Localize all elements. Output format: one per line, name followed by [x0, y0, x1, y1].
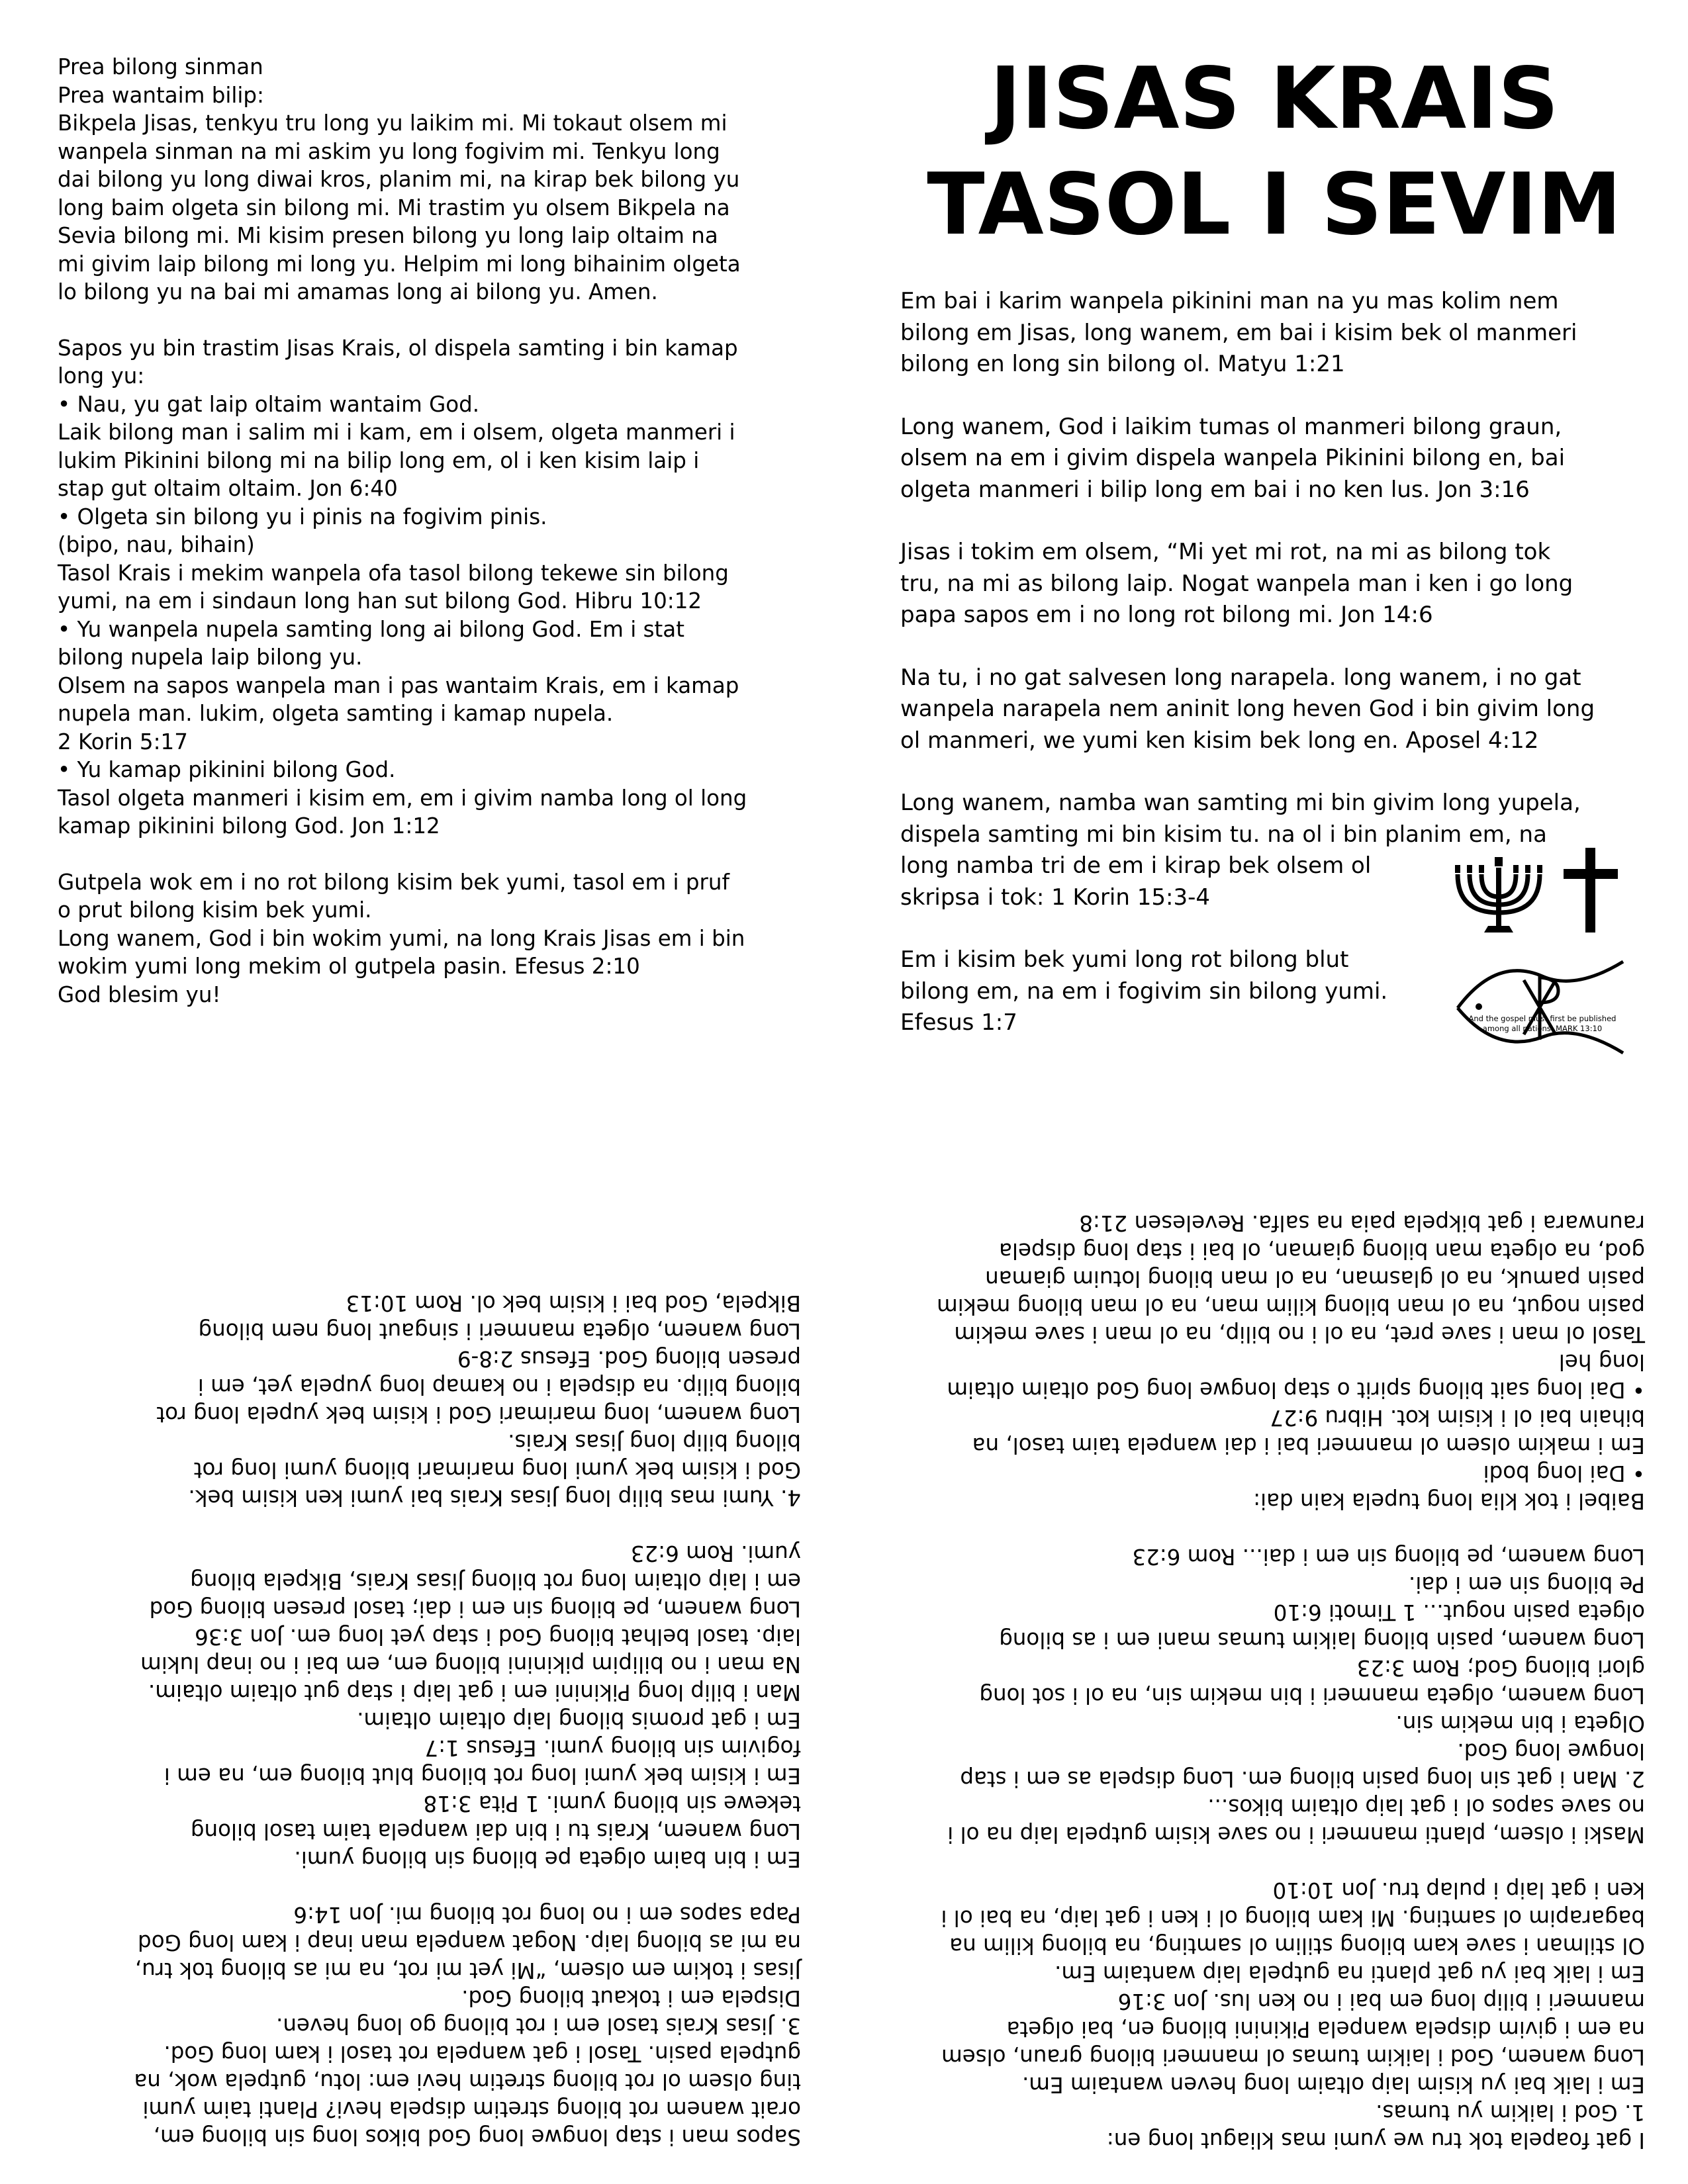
inverted-paragraph: Baibel i tok klia long tupela kain dai: • Dai long bodi Em i makim olsem ol manmeri bai i dai wanpela taim tasol, na bihain bai ol i kisim kot. Hibru 9:27 • Dai long sait bilong spirit o stap longwe long God oltaim oltaim long hel Tasol ol man i save pret, na ol i no bilip, na ol man i save mekim pasin nogut, na ol man bilong kilim man, na ol man bilong mekim pasin pamuk, na ol glasman, na ol man bilong lotuim giaman god, na olgeta man bilong giaman, ol bai i stap long dispela raunwara i gat bikpela paia na salfa. Revelesen 21:8: [937, 1210, 1645, 1514]
inverted-paragraph: Maski i olsem, planti manmeri i no save kisim gutpela laip na ol i no save sapos ol i gat laip oltaim bikos... 2. Man i gat sin long pasin bilong em. Long dispela as em i stap longwe long God. Olgeta i bin mekim sin. Long wanem, olgeta manmeri i bin mekim sin, na ol i sot long glori bilong God; Rom 3:23 Long wanem, pasin bilong laikim tumas mani em i as bilong olgeta pasin nogut... 1 Timoti 6:10 Pe bilong sin em i dai. Long wanem, pe bilong sin em i dai... Rom 6:23: [947, 1544, 1645, 1847]
prayer-paragraph: Prea bilong sinman Prea wantaim bilip: Bikpela Jisas, tenkyu tru long yu laikim mi. Mi tokaut olsem mi wanpela sinman na mi askim yu long fogivim mi. Tenkyu long dai bilong yu long diwai kros, planim mi, na kirap bek bilong yu long baim olgeta sin bilong mi. Mi trastim yu olsem Bikpela na Sevia bilong mi. Mi kisim presen bilong yu long laip oltaim na mi givim laip bilong mi long yu. Helpim mi long bihainim olgeta lo bilong yu na bai mi amamas long ai bilong yu. Amen.: [58, 54, 741, 304]
scripture-paragraph: Jisas i tokim em olsem, “Mi yet mi rot, na mi as bilong tok tru, na mi as bilong laip. Nogat wanpela man i ken i go long papa sapos em i no long rot bilong mi. Jon 14:6: [900, 539, 1573, 628]
title-line-2: TASOL I SEVIM: [927, 156, 1622, 254]
inverted-paragraph: Em i bin baim olgeta pe bilong sin bilong yumi. Long wanem, Krais tu i bin dai wanpela taim tasol bilong tekewe sin bilong yumi. 1 Pita 3:18 Em i kisim bek yumi long rot bilong blut bilong em, na em i fogivim sin bilong yumi. Efesus 1:7 Em i gat promis bilong laip oltaim oltaim. Man i bilip long Pikinini em i gat laip i stap gut oltaim oltaim. Na man i no bilipim pikinini bilong em, em bai i no inap lukim laip. tasol belhat bilong God i stap yet long em. Jon 3:36 Long wanem, pe bilong sin em i dai; tasol presen bilong God em i laip oltaim long rot bilong Jisas Krais, Bikpela bilong yumi. Rom 6:23: [140, 1541, 801, 1872]
good-works-paragraph: Gutpela wok em i no rot bilong kisim bek yumi, tasol em i pruf o prut bilong kisim bek yumi. Long wanem, God i bin wokim yumi, na long Krais Jisas em i bin wokim yumi long mekim ol gutpela pasin. Efesus 2:10 God blesim yu!: [58, 869, 745, 1007]
inverted-paragraph: I gat foapela tok tru we yumi mas kliagut long en: 1. God i laikim yu tumas. Em i laik bai yu kisim laip oltaim long heven wantaim Em. Long wanem, God i laikim tumas ol manmeri bilong graun, olsem na em i givim dispela wanpela Pikinini bilong en, bai olgeta manmeri i bilip long em bai i no ken lus. Jon 3:16 Em i laik bai yu gat planti na gutpela laip wantaim Em. Ol stilman i save kam bilong stilim ol samting, na bilong kilim na bagarapim ol samting. Mi kam bilong ol i ken i gat laip, na bai ol i ken i gat laip i pulap tru. Jon 10:10: [941, 1878, 1645, 2153]
scripture-paragraph: Na tu, i no gat salvesen long narapela. long wanem, i no gat wanpela narapela nem aninit long heven God i bin givim long ol manmeri, we yumi ken kisim bek long en. Aposel 4:12: [900, 664, 1595, 754]
inverted-left-panel: [60, 1289, 801, 2151]
scripture-paragraph: Long wanem, namba wan samting mi bin givim long yupela, dispela samting mi bin kisim tu. na ol i bin planim em, na long namba tri de em i kirap bek olsem ol skripsa i tok: 1 Korin 15:3-4: [900, 790, 1581, 911]
scripture-paragraph: Em bai i karim wanpela pikinini man na yu mas kolim nem bilong em Jisas, long wanem, em bai i kisim bek ol manmeri bilong en long sin bilong ol. Matyu 1:21: [900, 288, 1577, 377]
page-title: [861, 46, 1688, 258]
inverted-paragraph: 4. Yumi mas bilip long Jisas Krais bai yumi ken kisim bek. God i kisim bek yumi long marimari bilong yumi long rot bilong bilip long Jisas Krais. Long wanem, long marimari God i kisim bek yupela long rot bilong bilip. na dispela i no kamap long yupela yet, em i presen bilong God. Efesus 2:8-9 Long wanem, olgeta manmeri i singaut long nem bilong Bikpela, God bai i kisim bek ol. Rom 10:13: [156, 1291, 801, 1510]
inverted-paragraph: Sapos man i stap longwe long God bikos long sin bilong em, orait wanem rot bilong stretim dispela hevi? Planti taim yumi ting olsem ol rot bilong stretim hevi em: lotu, gutpela wok, na gutpela pasin. Tasol i gat wanpela rot tasol i kam long God. 3. Jisas Krais tasol em i rot bilong go long heven. Dispela em i tokaut bilong God. Jisas i tokim em olsem, “Mi yet mi rot, na mi as bilong tok tru, na mi as bilong laip. Nogat wanpela man inap i kam long God Papa sapos em i no long rot bilong mi. Jon 14:6: [134, 1902, 801, 2150]
title-line-1: JISAS KRAIS: [990, 50, 1559, 148]
scripture-paragraph: Long wanem, God i laikim tumas ol manmeri bilong graun, olsem na em i givim dispela wanpela Pikinini bilong en, bai olgeta manmeri i bilip long em bai i no ken lus. Jon 3:16: [900, 413, 1566, 503]
scripture-paragraph: Em i kisim bek yumi long rot bilong blut bilong em, na em i fogivim sin bilong yumi. Efesus 1:7: [900, 946, 1388, 1036]
menorah-icon: [1455, 857, 1542, 933]
ichthys-chi-rho-icon: [1458, 962, 1623, 1053]
prayer-panel: [58, 53, 799, 1009]
cross-icon: [1564, 848, 1618, 933]
inverted-right-panel: [904, 1209, 1645, 2154]
trust-paragraph: Sapos yu bin trastim Jisas Krais, ol dispela samting i bin kamap long yu: • Nau, yu gat laip oltaim wantaim God. Laik bilong man i salim mi i kam, em i olsem, olgeta manmeri i lukim Pikinini bilong mi na bilip long em, ol i ken kisim laip i stap gut oltaim oltaim. Jon 6:40 • Olgeta sin bilong yu i pinis na fogivim pinis. (bipo, nau, bihain) Tasol Krais i mekim wanpela ofa tasol bilong tekewe sin bilong yumi, na em i sindaun long han sut bilong God. Hibru 10:12 • Yu wanpela nupela samting long ai bilong God. Em i stat bilong nupela laip bilong yu. Olsem na sapos wanpela man i pas wantaim Krais, em i kamap nupela man. lukim, olgeta samting i kamap nupela. 2 Korin 5:17 • Yu kamap pikinini bilong God. Tasol olgeta manmeri i kisim em, em i givim namba long ol long kamap pikinini bilong God. Jon 1:12: [58, 335, 747, 839]
symbols-caption: And the gospel must first be published among all nations. MARK 13:10: [1468, 1014, 1617, 1033]
